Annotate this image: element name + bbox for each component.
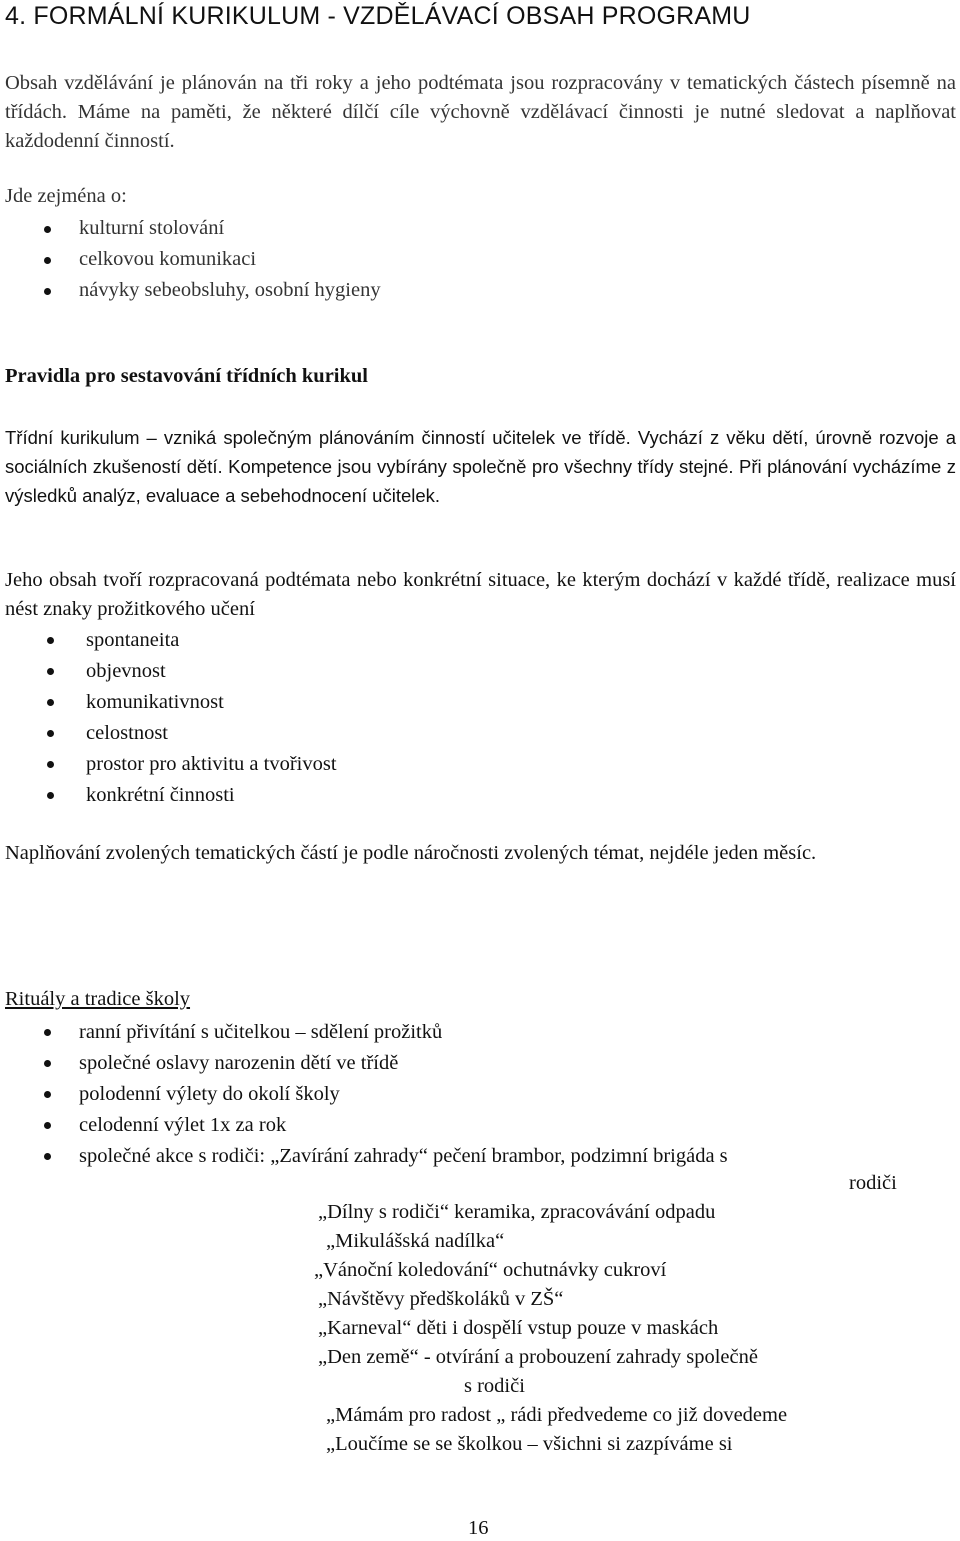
focus-intro: Jde zejména o: xyxy=(5,185,127,207)
list-item: návyky sebeobsluhy, osobní hygieny xyxy=(79,275,381,306)
focus-list xyxy=(79,213,381,306)
fulfillment-paragraph: Naplňování zvolených tematických částí je podle náročnosti zvolených témat, nejdéle jeden měsíc. xyxy=(5,842,817,864)
list-item: spontaneita xyxy=(86,625,337,656)
bullet-icon xyxy=(44,226,51,233)
list-item: polodenní výlety do okolí školy xyxy=(79,1079,728,1110)
list-item: konkrétní činnosti xyxy=(86,780,337,811)
event-line: s rodiči xyxy=(464,1375,525,1397)
event-line: „Mikulášská nadílka“ xyxy=(326,1230,505,1252)
rules-paragraph: Třídní kurikulum – vzniká společným plánováním činností učitelek ve třídě. Vychází z věku dětí, úrovně rozvoje a sociálních zkušeností dětí. Kompetence jsou vybírány společně pro všechny třídy stejné. Při plánování vycházíme z výsledků analýz, evaluace a sebehodnocení učitelek. xyxy=(5,427,956,506)
bullet-icon xyxy=(44,1122,51,1129)
event-line: „Mámám pro radost „ rádi předvedeme co již dovedeme xyxy=(326,1404,788,1426)
event-line: rodiči xyxy=(849,1172,897,1194)
list-item: objevnost xyxy=(86,656,337,687)
event-line: „Den země“ - otvírání a probouzení zahrady společně xyxy=(318,1346,758,1368)
rituals-list xyxy=(79,1017,728,1172)
bullet-icon xyxy=(47,761,54,768)
intro-paragraph: Obsah vzdělávání je plánován na tři roky a jeho podtémata jsou rozpracovány v tematických částech písemně na třídách. Máme na paměti, že některé dílčí cíle výchovně vzdělávací činnosti je nutné sledovat a naplňovat každodenní činností. xyxy=(5,72,956,152)
bullet-icon xyxy=(44,1060,51,1067)
event-line: „Vánoční koledování“ ochutnávky cukroví xyxy=(314,1259,667,1281)
bullet-icon xyxy=(44,1153,51,1160)
learning-list xyxy=(86,625,337,811)
event-line: „Dílny s rodiči“ keramika, zpracovávání odpadu xyxy=(318,1201,716,1223)
list-item: prostor pro aktivitu a tvořivost xyxy=(86,749,337,780)
list-item: komunikativnost xyxy=(86,687,337,718)
rules-heading: Pravidla pro sestavování třídních kurikul xyxy=(5,365,368,387)
bullet-icon xyxy=(44,1029,51,1036)
list-item: celkovou komunikaci xyxy=(79,244,381,275)
list-item: kulturní stolování xyxy=(79,213,381,244)
bullet-icon xyxy=(47,730,54,737)
list-item: společné akce s rodiči: „Zavírání zahrady“ pečení brambor, podzimní brigáda s xyxy=(79,1141,728,1172)
rituals-heading: Rituály a tradice školy xyxy=(5,988,191,1010)
event-line: „Karneval“ děti i dospělí vstup pouze v maskách xyxy=(318,1317,719,1339)
bullet-icon xyxy=(47,668,54,675)
list-item: celostnost xyxy=(86,718,337,749)
event-line: „Návštěvy předškoláků v ZŠ“ xyxy=(318,1288,564,1310)
bullet-icon xyxy=(44,288,51,295)
event-line: „Loučíme se se školkou – všichni si zazpíváme si xyxy=(326,1433,733,1455)
list-item: celodenní výlet 1x za rok xyxy=(79,1110,728,1141)
bullet-icon xyxy=(44,1091,51,1098)
page-title: 4. FORMÁLNÍ KURIKULUM - VZDĚLÁVACÍ OBSAH PROGRAMU xyxy=(5,2,751,30)
bullet-icon xyxy=(44,257,51,264)
content-paragraph: Jeho obsah tvoří rozpracovaná podtémata nebo konkrétní situace, ke kterým dochází v každé třídě, realizace musí nést znaky prožitkového učení xyxy=(5,569,956,620)
list-item: ranní přivítání s učitelkou – sdělení prožitků xyxy=(79,1017,728,1048)
list-item: společné oslavy narozenin dětí ve třídě xyxy=(79,1048,728,1079)
bullet-icon xyxy=(47,637,54,644)
bullet-icon xyxy=(47,792,54,799)
bullet-icon xyxy=(47,699,54,706)
page-number: 16 xyxy=(468,1517,489,1539)
